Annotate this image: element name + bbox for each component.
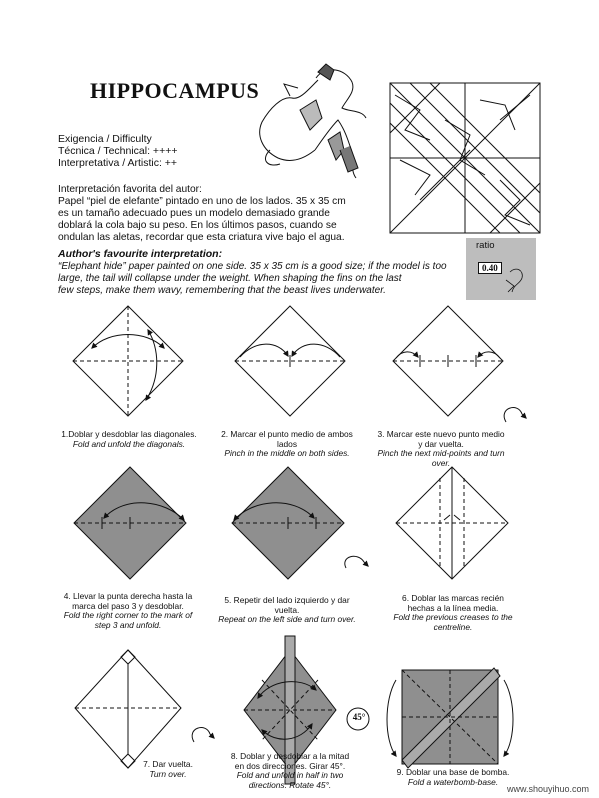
crease-pattern (390, 83, 540, 233)
spanish-line: es un tamaño adecuado pues un modelo demasiado grande (58, 208, 330, 219)
step-caption-es: 1.Doblar y desdoblar las diagonales. (61, 429, 197, 439)
difficulty-label: Exigencia / Difficulty (58, 133, 152, 145)
step-caption-en: Repeat on the left side and turn over. (218, 614, 356, 624)
step-9-diagram (387, 668, 513, 768)
rotate-45-badge: 45° (352, 712, 366, 722)
english-heading: Author's favourite interpretation: (58, 248, 223, 260)
spanish-line: ondulan las aletas, recordar que esta criatura vive bajo el agua. (58, 232, 345, 243)
turn-over-icon (504, 408, 526, 422)
step-5-diagram (232, 467, 368, 579)
artistic-rating: Interpretativa / Artistic: ++ (58, 157, 178, 169)
step-1-caption (54, 430, 204, 449)
step-caption-en: Pinch in the middle on both sides. (224, 448, 350, 458)
step-3-caption (376, 430, 506, 468)
step-caption-es: 4. Llevar la punta derecha hasta la marca del paso 3 y desdoblar. (63, 591, 193, 611)
watermark: www.shouyihuo.com (506, 784, 589, 794)
step-2-caption (212, 430, 362, 459)
step-caption-en: Fold and unfold in half in two directions. Rotate 45°. (236, 770, 344, 790)
step-2-diagram (235, 306, 345, 416)
english-line: “Elephant hide” paper painted on one side. 35 x 35 cm is a good size; if the model is too (58, 261, 447, 272)
step-1-diagram (73, 306, 183, 416)
english-line: large, the tail will collapse under the weight. When shaping the fins on the last (58, 273, 402, 284)
ratio-model-icon (506, 269, 522, 292)
step-caption-es: 8. Doblar y desdoblar a la mitad en dos direcciones. Girar 45°. (230, 751, 350, 771)
spanish-line: Papel “piel de elefante” pintado en uno de los lados. 35 x 35 cm (58, 196, 346, 207)
step-6-diagram (396, 467, 508, 579)
step-4-caption (58, 592, 198, 630)
step-caption-es: 5. Repetir del lado izquierdo y dar vuelta. (224, 595, 350, 615)
step-7-caption (128, 760, 208, 779)
hippocampus-model-drawing (260, 64, 366, 178)
step-caption-es: 3. Marcar este nuevo punto medio y dar vuelta. (377, 429, 505, 449)
step-caption-es: 2. Marcar el punto medio de ambos lados (221, 429, 353, 449)
step-caption-es: 9. Doblar una base de bomba. (396, 767, 510, 777)
step-7-diagram (75, 650, 214, 768)
spanish-heading: Interpretación favorita del autor: (58, 184, 202, 195)
step-9-caption (388, 768, 518, 787)
page-title: HIPPOCAMPUS (90, 78, 260, 103)
step-caption-en: Fold the previous creases to the centreline. (393, 612, 513, 632)
step-8-caption (228, 752, 352, 790)
step-caption-en: Fold and unfold the diagonals. (72, 438, 186, 449)
turn-over-icon (192, 728, 214, 742)
technical-rating: Técnica / Technical: ++++ (58, 145, 178, 157)
step-caption-en: Fold the right corner to the mark of step 3 and unfold. (63, 610, 193, 630)
step-caption-en: Turn over. (149, 768, 187, 779)
step-caption-en: Fold a waterbomb-base. (407, 776, 499, 787)
step-3-diagram (393, 306, 526, 422)
step-caption-es: 7. Dar vuelta. (143, 759, 193, 769)
step-6-caption (388, 594, 518, 632)
step-5-caption (212, 596, 362, 625)
ratio-label: ratio (476, 240, 495, 251)
english-line: few steps, make them wavy, remembering that the beast lives underwater. (58, 285, 386, 296)
step-4-diagram (74, 467, 186, 579)
step-caption-es: 6. Doblar las marcas recién hechas a la línea media. (402, 593, 504, 613)
ratio-value: 0.40 (478, 262, 502, 274)
step-caption-en: Pinch the next mid-points and turn over. (377, 448, 505, 468)
spanish-line: doblará la cola bajo su peso. En los últimos pasos, cuando se (58, 220, 337, 231)
turn-over-icon (345, 556, 368, 568)
